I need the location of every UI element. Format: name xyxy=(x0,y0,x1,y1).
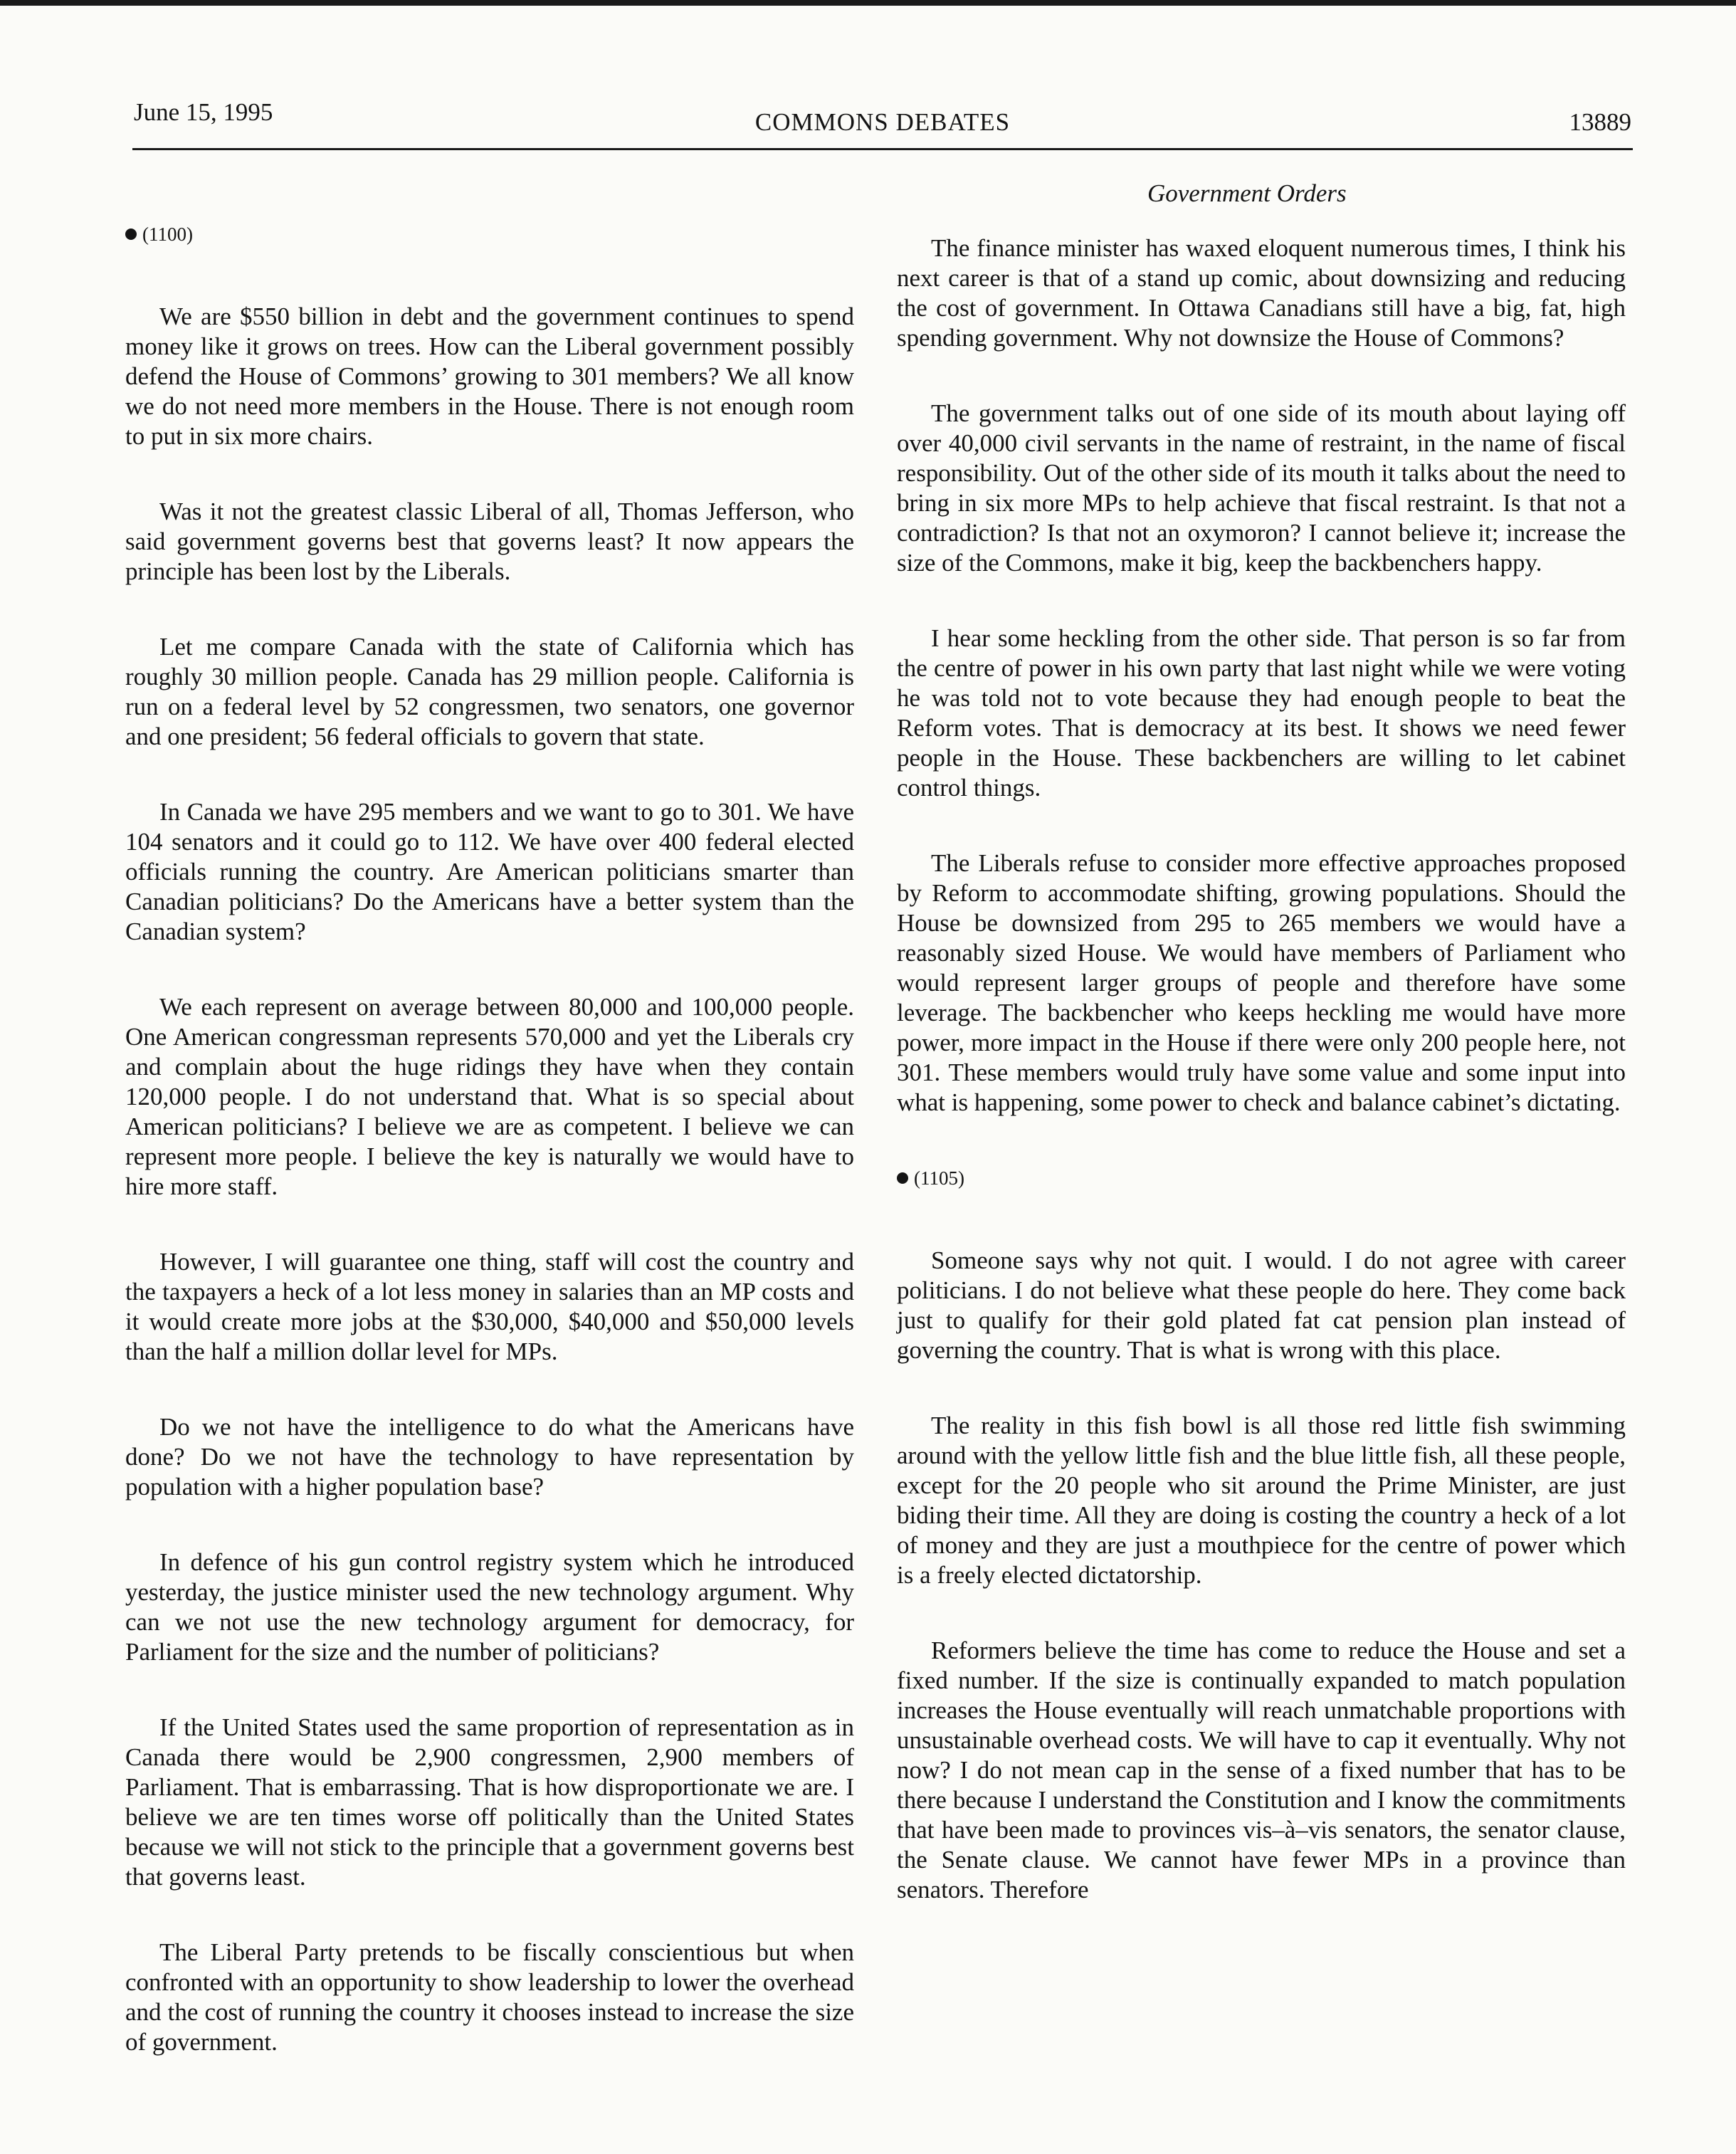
time-marker-label: (1105) xyxy=(914,1167,964,1189)
paragraph: We each represent on average between 80,000 and 100,000 people. One American congressman represents 570,000 and yet the Liberals cry and complain about the huge ridings they have when they contain 120,000 people. I do not understand that. What is so special about American politicians? I believe we are as competent. I believe we can represent more people. I believe the key is naturally we would have to hire more staff. xyxy=(125,993,854,1200)
paragraph: Someone says why not quit. I would. I do not agree with career politicians. I do not believe what these people do here. They come back just to qualify for their gold plated fat cat pension plan instead of governing the country. That is what is wrong with this place. xyxy=(897,1246,1626,1364)
right-column xyxy=(897,233,1626,1950)
paragraph: I hear some heckling from the other side. That person is so far from the centre of power in his own party that last night while we were voting he was told not to vote because they had enough people to beat the Reform votes. That is democracy at its best. It shows we need fewer people in the House. These backbenchers are willing to let cabinet control things. xyxy=(897,624,1626,802)
paragraph: The government talks out of one side of its mouth about laying off over 40,000 civil servants in the name of restraint, in the name of fiscal responsibility. Out of the other side of its mouth it talks about the need to bring in six more MPs to help achieve that fiscal restraint. Is that not a contradiction? Is that not an oxymoron? I cannot believe it; increase the size of the Commons, make it big, keep the backbenchers happy. xyxy=(897,399,1626,577)
time-marker-1105 xyxy=(897,1163,1626,1193)
paragraph: However, I will guarantee one thing, staff will cost the country and the taxpayers a heck of a lot less money in salaries than an MP costs and it would create more jobs at the $30,000, $40,000 and $50,000 levels than the half a million dollar level for MPs. xyxy=(125,1248,854,1365)
left-column xyxy=(125,219,854,2103)
paragraph: Let me compare Canada with the state of California which has roughly 30 million people. Canada has 29 million people. California is run on a federal level by 52 congressmen, two senators, one governor and one president; 56 federal officials to govern that state. xyxy=(125,633,854,750)
time-marker-label: (1100) xyxy=(142,224,193,245)
paragraph: The finance minister has waxed eloquent numerous times, I think his next career is that of a stand up comic, about downsizing and reducing the cost of government. In Ottawa Canadians still have a big, fat, high spending government. Why not downsize the House of Commons? xyxy=(897,234,1626,352)
paragraph: Was it not the greatest classic Liberal of all, Thomas Jefferson, who said government governs best that governs least? It now appears the principle has been lost by the Liberals. xyxy=(125,498,854,585)
paragraph: The reality in this fish bowl is all those red little fish swimming around with the yellow little fish and the blue little fish, all these people, except for the 20 people who sit around the Prime Minister, are just biding their time. All they are doing is costing the country a heck of a lot of money and they are just a mouthpiece for the centre of power which is a freely elected dictatorship. xyxy=(897,1412,1626,1589)
bullet-icon xyxy=(897,1172,908,1184)
paragraph: We are $550 billion in debt and the government continues to spend money like it grows on trees. How can the Liberal government possibly defend the House of Commons’ growing to 301 members? We all know we do not need more members in the House. There is not enough room to put in six more chairs. xyxy=(125,303,854,450)
bullet-icon xyxy=(125,228,137,240)
scan-edge xyxy=(0,0,1736,6)
paragraph: In defence of his gun control registry system which he introduced yesterday, the justice minister used the new technology argument. Why can we not use the new technology argument for democracy, for Parliament for the size and the number of politicians? xyxy=(125,1548,854,1666)
header-rule xyxy=(132,148,1633,150)
page-header xyxy=(134,98,1631,144)
paragraph: The Liberal Party pretends to be fiscally conscientious but when confronted with an opportunity to show leadership to lower the overhead and the cost of running the country it chooses instead to increase the size of government. xyxy=(125,1938,854,2056)
paragraph: Reformers believe the time has come to reduce the House and set a fixed number. If the size is continually expanded to match population increases the House eventually will reach unmatchable proportions with unsustainable overhead costs. We will have to cap it eventually. Why not now? I do not mean cap in the sense of a fixed number that has to be there because I understand the Constitution and I know the commitments that have been made to provinces vis–à–vis senators, the senator clause, the Senate clause. We cannot have fewer MPs in a province than senators. Therefore xyxy=(897,1636,1626,1903)
paragraph: In Canada we have 295 members and we want to go to 301. We have 104 senators and it could go to 112. We have over 400 federal elected officials running the country. Are American politicians smarter than Canadian politicians? Do the Americans have a better system than the Canadian system? xyxy=(125,798,854,945)
section-label: Government Orders xyxy=(1147,179,1347,207)
paragraph: If the United States used the same proportion of representation as in Canada there would be 2,900 congressmen, 2,900 members of Parliament. That is embarrassing. That is how disproportionate we are. I believe we are ten times worse off politically than the United States because we will not stick to the principle that a government governs best that governs least. xyxy=(125,1713,854,1891)
header-date: June 15, 1995 xyxy=(134,98,273,126)
page-number: 13889 xyxy=(1569,108,1631,136)
paragraph: The Liberals refuse to consider more effective approaches proposed by Reform to accommodate shifting, growing populations. Should the House be downsized from 295 to 265 members we would have a reasonably sized House. We would have members of Parliament who would represent larger groups of people and therefore have some leverage. The backbencher who keeps heckling me would have more power, more impact in the House if there were only 200 people here, not 301. These members would truly have some value and some input into what is happening, some power to check and balance cabinet’s dictating. xyxy=(897,849,1626,1116)
time-marker-1100 xyxy=(125,219,854,249)
header-title: COMMONS DEBATES xyxy=(754,108,1011,136)
paragraph: Do we not have the intelligence to do what the Americans have done? Do we not have the technology to have representation by population with a higher population base? xyxy=(125,1413,854,1501)
